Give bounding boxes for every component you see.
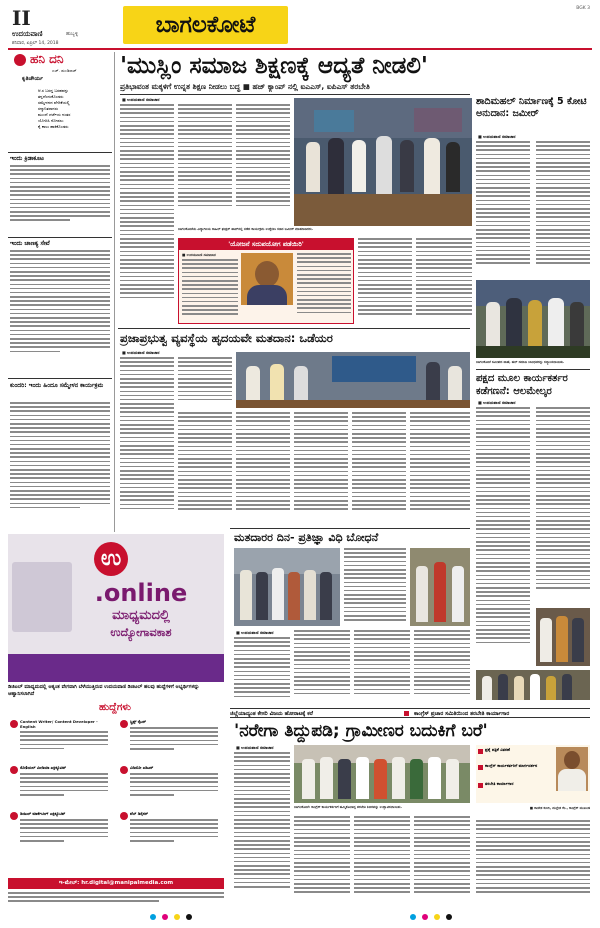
story2-body — [120, 357, 174, 525]
sidebar-bullet: ತರಬೇತಿ ಕಾರ್ಯಾಗಾರ — [485, 781, 514, 786]
poem-line: ಆ.ಸ ಬರದ್ದ ಬರಹವನ್ನು — [38, 88, 69, 93]
story2-body — [294, 412, 348, 525]
bullet-icon — [120, 812, 128, 820]
story4-body — [234, 637, 290, 705]
box-body — [182, 259, 238, 321]
ad-jobs-word: ಉದ್ಯೋಗಾವಕಾಶ — [110, 626, 172, 639]
column-rule — [114, 52, 115, 532]
post-title: ವೆಬ್ ಡಿಸೈನರ್ — [130, 811, 149, 816]
post-item — [8, 810, 114, 856]
story4-body — [354, 630, 410, 705]
poem-line: ಯೋಚಿಸಿ ನೋಡಲು — [38, 118, 64, 123]
post-title: ಡಿಜಿಟಲ್ ಮಾರ್ಕೆಟಿಂಗ್ ಎಕ್ಸಿಕ್ಯೂಟಿವ್ — [20, 811, 66, 816]
lead-body — [120, 104, 174, 322]
divider — [230, 528, 470, 529]
ad-screen-illustration — [12, 562, 72, 632]
bullet-icon — [120, 720, 128, 728]
lead-headline: 'ಮುಸ್ಲಿಂ ಸಮಾಜ ಶಿಕ್ಷಣಕ್ಕೆ ಆದ್ಯತೆ ನೀಡಲಿ' — [120, 53, 428, 79]
post-item — [118, 810, 224, 856]
strip-separator-icon — [404, 711, 409, 716]
strip-left: ಜಿಲ್ಲೆಯಾದ್ಯಂತ ಕೇಸರಿ ವಿಜಯ ಹೋರಾಟಕ್ಕೆ ಕರೆ — [230, 711, 313, 717]
registration-mark — [186, 914, 192, 920]
bullet-icon — [10, 766, 18, 774]
masthead — [8, 6, 592, 48]
bullet-icon — [478, 783, 483, 788]
right-top-headline: ಶಾದಿಮಹಲ್ ನಿರ್ಮಾಣಕ್ಕೆ 5 ಕೋಟಿ ಅನುದಾನ: ಜಮೀರ್ — [476, 96, 587, 119]
minister-portrait — [241, 253, 293, 305]
byline: ■ ಉದಯವಾಣಿ ಸಮಾಚಾರ — [182, 253, 216, 257]
box-title: 'ಯೋಜನೆ ಸದುಪಯೋಗ ಪಡೆಯಿರಿ' — [179, 239, 353, 250]
strip-right: ಕಾಂಗ್ರೆಸ್ ಪ್ರಚಾರ ಸಮಿತಿಯಿಂದ ತರಬೇತಿ ಕಾರ್ಯಾಗಾರ — [414, 711, 510, 717]
brief-heading: ಇಂದು ಕ್ರಿಡಾಕೂಟ — [10, 155, 44, 162]
story5-body — [234, 752, 290, 904]
party-photo — [536, 608, 590, 666]
right-top-body — [476, 141, 530, 277]
divider — [8, 152, 112, 153]
hani-dani-column — [8, 52, 112, 150]
ad-email: ಇ-ಮೇಲ್: hr.digital@manipalmedia.com — [58, 880, 174, 886]
brief-heading: ಇಂದು ಚಾಣಕ್ಯ ಸೇವೆ — [10, 240, 50, 247]
bullet-icon — [478, 765, 483, 770]
story2-body — [410, 412, 470, 525]
post-title: ಸೋಶಿಯಲ್ ಮೀಡಿಯಾ ಎಕ್ಸಿಕ್ಯೂಟಿವ್ — [20, 765, 67, 770]
story3-body — [536, 407, 590, 607]
sidebar-bullet: ಪ್ರಶ್ನೆ ಪತ್ರಿಕೆ ವಿತರಣೆ — [485, 747, 510, 752]
poem-line: ಕೈ ಕಾಲು ಹಾಕಿಕೊಂಡರು — [38, 124, 69, 129]
story5-body — [354, 816, 410, 904]
story4-body — [414, 630, 470, 705]
ad-online-word: .online — [94, 579, 188, 607]
story4-body — [294, 630, 350, 705]
registration-mark — [162, 914, 168, 920]
poem-line: ಸಮ್ಮೇಳನದ ವೇದಿಕೆಯಲ್ಲಿ — [38, 100, 70, 105]
lead-body — [358, 238, 412, 324]
registration-mark — [446, 914, 452, 920]
byline: ■ ಉದಯವಾಣಿ ಸಮಾಚಾರ — [122, 350, 160, 355]
registration-mark — [434, 914, 440, 920]
post-item — [118, 718, 224, 764]
brief-text — [10, 250, 110, 375]
masthead-rule — [8, 48, 592, 50]
story4-headline: ಮತದಾರರ ದಿನ- ಪ್ರತಿಜ್ಞಾ ವಿಧಿ ಬೋಧನೆ — [234, 531, 379, 544]
brief-heading: ಕುಂದರಿ: ಇಂದು ಹಿಂದೂ ಸಮ್ಮೇಳನ ಕಾರ್ಯಕ್ರಮ — [10, 382, 104, 389]
leader-portrait — [556, 747, 588, 791]
voting-awareness-photo — [236, 352, 470, 408]
story5-caption: ಬಾಗಲಕೋಟೆ: ಕಾಂಗ್ರೆಸ್ ಕಾರ್ಯಕರ್ತರಿಗೆ ಹಮ್ಮಿಕೊಂಡಿದ್ದ ತರಬೇತಿ ಶಿಬಿರವನ್ನು ಉದ್ಘಾಟಿಸಲಾಯಿತು. — [294, 805, 402, 809]
box-body — [297, 253, 351, 321]
byline: ■ ಉದಯವಾಣಿ ಸಮಾಚಾರ — [236, 745, 274, 750]
felicitation-caption: ಬಾಗಲಕೋಟೆ ಸಮೀಪದ ವಾಹೆ, ಹಲ್ ಸಮಾಜ ಬಾಂಧವರನ್ನು ಸನ್ಮಾನಿಸಲಾಯಿತು. — [476, 360, 565, 364]
lead-subhead: ಪ್ರತಿಭಾವಂತ ಮಕ್ಕಳಿಗೆ ಉನ್ನತ ಶಿಕ್ಷಣ ನೀಡಲು ಬದ್ಧ ■ ಹಜ್ ಕ್ಯಾಂಪ್ ನಲ್ಲಿ ಐಎಎಸ್, ಐಪಿಎಸ್ ತರಬೇತಿ — [120, 82, 370, 91]
paper-name: ಉದಯವಾಣಿ — [12, 30, 43, 38]
divider — [476, 369, 590, 370]
story5-body — [476, 820, 590, 904]
byline: ■ ಉದಯವಾಣಿ ಸಮಾಚಾರ — [478, 134, 516, 139]
felicitation-photo — [476, 280, 590, 358]
column-logo-icon — [14, 54, 26, 66]
divider — [8, 237, 112, 238]
page-code: BGK 3 — [576, 6, 590, 11]
story2-body — [178, 357, 232, 409]
byline: ■ ಉದಯವಾಣಿ ಸಮಾಚಾರ — [122, 97, 160, 102]
story2-body — [178, 412, 232, 525]
poem-line: ತನ್ನದೆಂದುಕೊಂಡರು — [38, 94, 64, 99]
sidebar-signature: ■ ರಾಜೇಶ ಕುರಿಗಿ, ಮಲ್ಲೇಶ ಕೆಂ., ಕಾಂಗ್ರೆಸ್ ಮುಖಂಡ — [529, 806, 590, 810]
divider — [8, 378, 112, 379]
bullet-icon — [478, 749, 483, 754]
ad-media-word: ಮಾಧ್ಯಮದಲ್ಲಿ — [112, 608, 170, 623]
bullet-icon — [10, 720, 18, 728]
bullet-icon — [10, 812, 18, 820]
online-ad[interactable] — [8, 534, 224, 682]
issue-date: ಶನಿವಾರ, ಏಪ್ರಿಲ್ 14, 2018 — [12, 41, 59, 46]
post-item — [8, 718, 114, 764]
post-item — [118, 764, 224, 810]
bottom-strip — [230, 708, 590, 718]
ad-banner: ಡಿಜಿಟಲ್ ಮಾಧ್ಯಮದಲ್ಲಿ ಅತ್ಯಂತ ವೇಗವಾಗಿ ಬೆಳೆಯುತ್ತಿರುವ ಉದಯವಾಣಿ ಡಿಜಿಟಲ್ ಹಲವು ಹುದ್ದೆಗಳಿಗೆ ಅಭ್ಯರ್ಥಿಗಳನ್ನು ಆಹ್ವಾನಿಸಲಾಗಿದೆ — [8, 684, 200, 697]
story5-body — [294, 816, 350, 904]
ad-ribbon — [8, 654, 224, 682]
page-number: II — [12, 6, 31, 30]
ad-posts — [8, 718, 224, 858]
lead-photo-caption: ಬಾಗಲಕೋಟೆಯ ವಿದ್ಯಾಗಿರಿಯ ಸಾಹಿಲ್ ಫಂಕ್ಷನ್ ಹಾಲ್‌ನಲ್ಲಿ ನಡೆದ ಕಾರ್ಯಕ್ರಮ ಉದ್ದೇಶಿಸಿ ಸಚಿವ ಜಮೀರ್ ಮಾತನಾಡಿದರು. — [178, 227, 313, 231]
column-author: ಎಚ್. ಡುಂಡಿರಾಜ್ — [52, 68, 77, 73]
story2-headline: ಪ್ರಜಾಪ್ರಭುತ್ವ ವ್ಯವಸ್ಥೆಯ ಹೃದಯವೇ ಮತದಾನ: ಒಡೆಯರ — [120, 331, 333, 345]
story2-body — [236, 412, 290, 525]
column-poem — [38, 88, 110, 130]
brief-text — [10, 402, 110, 530]
story4-caption — [344, 548, 406, 626]
party-group-photo — [476, 670, 590, 700]
edition: ಹುಬ್ಬಳ್ಳಿ — [66, 31, 79, 37]
ad-logo-icon: ಉ — [94, 542, 128, 576]
ad-footer-text — [8, 892, 224, 906]
brief-text — [10, 165, 110, 235]
poem-line: ಸನ್ಮಾನಿತರಾದರು — [38, 106, 59, 111]
post-title: Content Writer/ Content Developer - English — [20, 719, 98, 729]
poem-line: ಮುಂದೆ ಚರ್ಚೆಯ ನಂತರ — [38, 112, 71, 117]
ad-email-bar[interactable] — [8, 878, 224, 889]
section-title-band — [123, 6, 288, 44]
section-title: ಬಾಗಲಕೋಟೆ — [155, 12, 256, 38]
story2-body — [352, 412, 406, 525]
bullet-icon — [120, 766, 128, 774]
post-title: ಸ್ಕ್ರಿಪ್ಟ್ ರೈಟರ್ — [130, 719, 147, 724]
lead-body — [416, 238, 472, 324]
congress-training-photo — [294, 745, 470, 803]
story3-body — [476, 407, 530, 667]
story3-headline: ಪಕ್ಷದ ಮೂಲ ಕಾರ್ಯಕರ್ತರ ಕಡೆಗಣನೆ: ಆಲಮೇಲ್ಕರ — [476, 373, 568, 397]
byline: ■ ಉದಯವಾಣಿ ಸಮಾಚಾರ — [236, 630, 274, 635]
byline: ■ ಉದಯವಾಣಿ ಸಮಾಚಾರ — [478, 400, 516, 405]
sidebar-bullet: ಕಾಂಗ್ರೆಸ್ ಕಾರ್ಯಕರ್ತರಿಗೆ ಮಾರ್ಗದರ್ಶನ — [485, 763, 538, 768]
registration-mark — [422, 914, 428, 920]
ad-posts-title: ಹುದ್ದೆಗಳು — [99, 702, 131, 713]
right-top-body — [536, 141, 590, 277]
post-item — [8, 764, 114, 810]
lead-photo — [294, 98, 472, 226]
box-story — [178, 238, 354, 324]
divider — [120, 94, 470, 95]
lead-body — [178, 104, 232, 222]
registration-mark — [150, 914, 156, 920]
pledge-photo — [234, 548, 340, 626]
pledge-photo-small — [410, 548, 470, 626]
column-title: ಹನಿ ದನಿ — [30, 52, 64, 66]
registration-mark — [174, 914, 180, 920]
registration-mark — [410, 914, 416, 920]
lead-body — [236, 104, 290, 222]
divider — [118, 328, 470, 329]
column-heading: ಕೃತಿಚೌರ್ಯ — [22, 76, 43, 82]
story5-body — [414, 816, 470, 904]
post-title: ವಿಡಿಯೋ ಎಡಿಟರ್ — [130, 765, 154, 770]
sidebar-quote — [476, 745, 590, 803]
story5-headline: 'ನರೇಗಾ ತಿದ್ದುಪಡಿ; ಗ್ರಾಮೀಣರ ಬದುಕಿಗೆ ಬರೆ' — [234, 721, 488, 741]
